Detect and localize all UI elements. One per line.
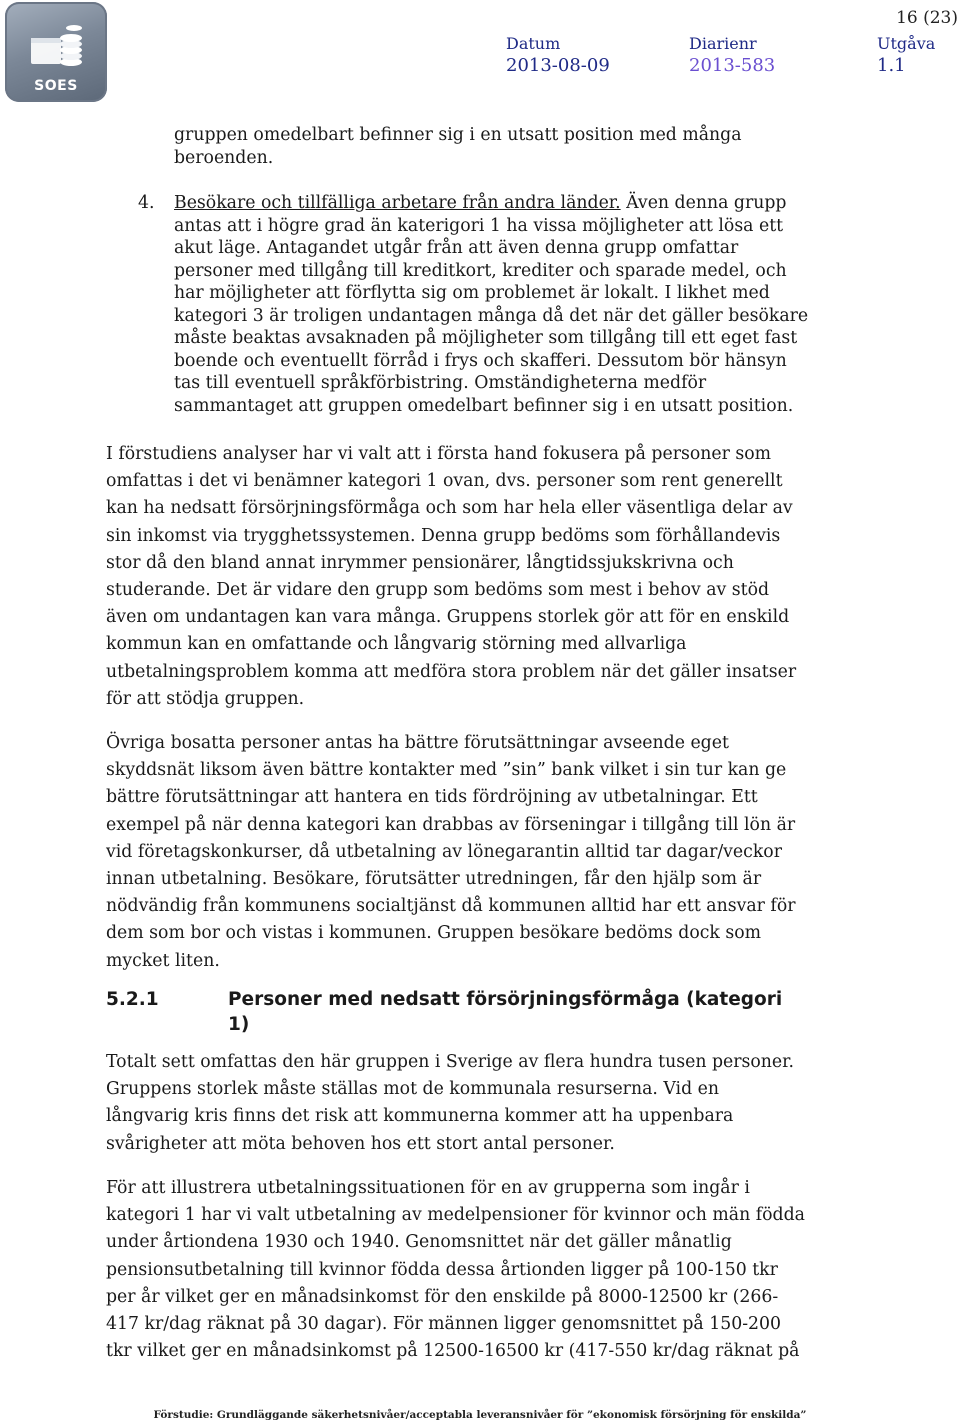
coins-icon [27, 16, 87, 72]
list-item-4 [138, 192, 814, 417]
soes-logo [5, 2, 107, 102]
paragraph-focus-category-1: I förstudiens analyser har vi valt att i första hand fokusera på personer som omfattas i det vi benämner kategori 1 ovan, dvs. personer som rent generellt kan ha nedsatt försörjningsförmåga och som har hela eller väsentliga delar av sin inkomst via trygghetssystemen. Denna grupp bedöms som förhållandevis stor då den bland annat inrymmer pensionärer, långtidssjukskrivna och studerande. Det är vidare den grupp som bedöms som mest i behov av stöd även om undantagen kan vara många. Gruppens storlek gör att för en enskild kommun kan en omfattande och långvarig störning med allvarliga utbetalningsproblem komma att medföra stora problem när det gäller insatser för att stödja gruppen. [106, 444, 797, 709]
section-number: 5.2.1 [106, 989, 159, 1010]
page-footer: Förstudie: Grundläggande säkerhetsnivåer/acceptabla leveransnivåer för ”ekonomisk försörjning för enskilda” [153, 1409, 807, 1421]
list-item-number: 4. [138, 193, 155, 213]
datum-label: Datum [506, 34, 561, 53]
utgava-value: 1.1 [877, 55, 906, 76]
datum-value: 2013-08-09 [506, 55, 610, 76]
list-continuation: gruppen omedelbart befinner sig i en utsatt position med många beroenden. [174, 125, 742, 168]
list-item-body: Även denna grupp antas att i högre grad än katerigori 1 ha vissa möjligheter att lösa ett akut läge. Antagandet utgår från att även denna grupp omfattar personer med tillgång till kreditkort, krediter och sparade medel, och har möjligheter att förflytta sig om problemet är lokalt. I likhet med kategori 3 är troligen undantagen många då det när det gäller besökare måste beaktas avsaknaden på möjligheter som tillgång till ett eget fast boende och eventuellt förråd i frys och skafferi. Dessutom bör hänsyn tas till eventuell språkförbistring. Omständigheterna medför sammantaget att gruppen omedelbart befinner sig i en utsatt position. [174, 193, 809, 416]
list-item-title: Besökare och tillfälliga arbetare från andra länder. [174, 193, 621, 213]
logo-text: SOES [34, 78, 78, 94]
meta-datum [506, 34, 610, 77]
utgava-label: Utgåva [877, 34, 936, 53]
paragraph-pension-payments: För att illustrera utbetalningssituationen för en av grupperna som ingår i kategori 1 har vi valt utbetalning av medelpensioner för kvinnor och män födda under årtiondena 1930 och 1940. Genomsnittet när det gäller månatlig pensionsutbetalning till kvinnor födda dessa årtionden ligger på 100-150 tkr per år vilket ger en månadsinkomst för den enskilde på 8000-12500 kr (266-417 kr/dag räknat på 30 dagar). För männen ligger genomsnittet på 150-200 tkr vilket ger en månadsinkomst på 12500-16500 kr (417-550 kr/dag räknat på [106, 1178, 805, 1362]
diarienr-value: 2013-583 [689, 55, 776, 76]
list-item-text [174, 192, 814, 417]
meta-diarienr [689, 34, 775, 77]
meta-utgava [877, 34, 935, 77]
diarienr-label: Diarienr [689, 34, 757, 53]
page-number: 16 (23) [896, 8, 958, 28]
section-title: Personer med nedsatt försörjningsförmåga (kategori 1) [228, 989, 783, 1035]
paragraph-other-residents: Övriga bosatta personer antas ha bättre förutsättningar avseende eget skyddsnät liksom även bättre kontakter med ”sin” bank vilket i sin tur kan ge bättre förutsättningar att hantera en tids fördröjning av utbetalningar. Ett exempel på när denna kategori kan drabbas av förseningar i tillgång till lön är vid företagskonkurser, då utbetalning av lönegarantin alltid tar dagar/veckor innan utbetalning. Besökare, förutsätter utredningen, får den hjälp som är nödvändig från kommunens socialtjänst då kommunen alltid har ett ansvar för dem som bor och vistas i kommunen. Gruppen besökare bedöms dock som mycket liten. [106, 733, 796, 971]
paragraph-group-size: Totalt sett omfattas den här gruppen i Sverige av flera hundra tusen personer. Gruppens storlek måste ställas mot de kommunala resurserna. Vid en långvarig kris finns det risk att kommunerna kommer att ha uppenbara svårigheter att möta behoven hos ett stort antal personer. [106, 1052, 794, 1154]
section-heading [106, 987, 806, 1037]
